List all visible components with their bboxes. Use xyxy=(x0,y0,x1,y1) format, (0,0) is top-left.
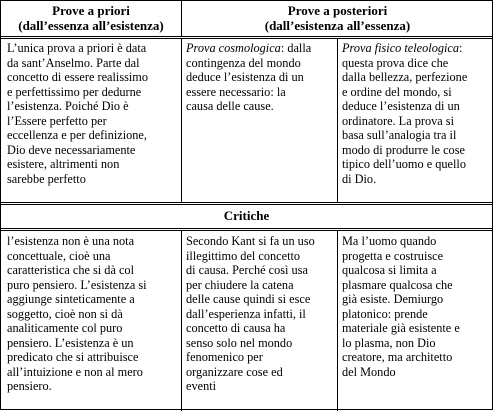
header-a-posteriori xyxy=(181,3,494,35)
divider xyxy=(1,36,492,37)
anselmo-proof-cell: L’unica prova a priori è data da sant’Anselmo. Parte dal concetto di essere realissimo e perfettissimo per dedurne l’esistenza. Poiché Dio è l’Essere perfetto per eccellenza e per definizione, Dio deve necessariamente esistere, altrimenti non sarebbe perfetto xyxy=(7,41,149,186)
divider xyxy=(337,230,338,411)
divider xyxy=(1,230,492,231)
divider xyxy=(181,230,182,411)
teleological-proof-label: Prova fisico teleologica xyxy=(342,41,460,55)
header-a-posteriori-title: Prove a posteriori xyxy=(287,3,388,18)
teleological-proof-text: : questa prova dice che dalla bellezza, perfezione e ordine del mondo, si deduce l’esistenza di un ordinatore. La prova si basa sull’analogia tra il modo di produrre le cose tipico dell’uomo e quello di Dio. xyxy=(342,41,468,186)
header-a-posteriori-subtitle: (dall’esistenza all’essenza) xyxy=(264,18,411,33)
header-a-priori-title: Prove a priori xyxy=(52,3,130,18)
cosmological-proof-text: : dalla contingenza del mondo deduce l’esistenza di un essere necessario: la causa delle cause. xyxy=(186,41,312,113)
ontological-critique-cell: l’esistenza non è una nota concettuale, cioè una caratteristica che si dà col puro pensiero. L’esistenza si aggiunge sinteticamente a soggetto, cioè non si dà analiticamente col puro pensiero. L’esistenza è un predicato che si attribuisce all’intuizione e non al mero pensiero. xyxy=(7,234,147,393)
critiche-title: Critiche xyxy=(223,208,270,223)
divider xyxy=(1,202,492,203)
header-a-priori xyxy=(1,3,181,35)
cosmological-proof-label: Prova cosmologica xyxy=(186,41,281,55)
cosmological-proof-cell xyxy=(186,41,338,114)
teleological-proof-cell xyxy=(342,41,494,186)
header-a-priori-subtitle: (dall’essenza all’esistenza) xyxy=(18,18,164,33)
causality-critique-cell: Secondo Kant si fa un uso illegittimo del concetto di causa. Perché così usa per chiudere la catena delle cause quindi si esce dall’esperienza infatti, il concetto di causa ha senso solo nel mondo fenomenico per organizzare cose ed eventi xyxy=(186,234,315,393)
divider xyxy=(181,1,182,37)
divider xyxy=(337,38,338,203)
divider xyxy=(1,228,492,229)
divider xyxy=(181,38,182,203)
divider xyxy=(1,204,492,205)
demiurge-critique-cell: Ma l’uomo quando progetta e costruisce qualcosa si limita a plasmare qualcosa che già esiste. Demiurgo platonico: prende materiale già esistente e lo plasma, non Dio creatore, ma architetto del Mondo xyxy=(342,234,460,379)
divider xyxy=(1,38,492,39)
